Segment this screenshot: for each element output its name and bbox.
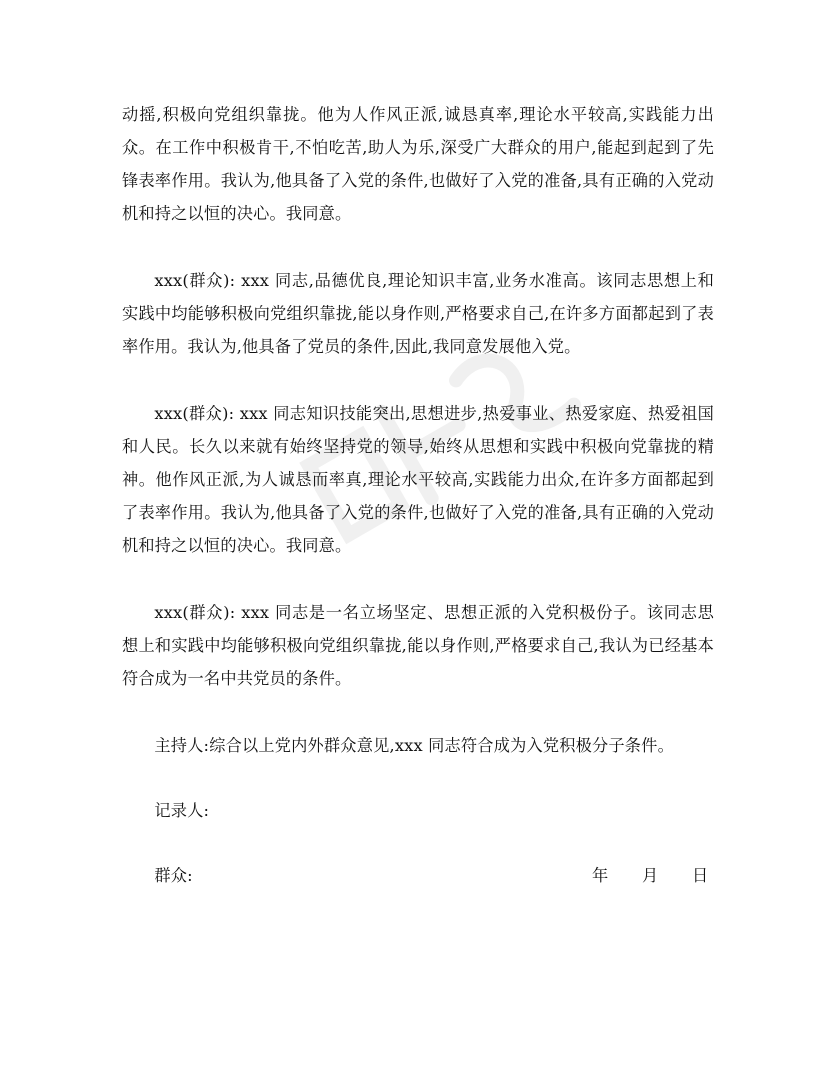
date-line xyxy=(592,864,708,888)
paragraph-opinion-2: xxx(群众): xxx 同志知识技能突出,思想进步,热爱事业、热爱家庭、热爱祖国和人民。长久以来就有始终坚持党的领导,始终从思想和实践中积极向党靠拢的精神。他作风正派,为人诚恳而率真,理论水平较高,实践能力出众,在许多方面都起到了表率作用。我认为,他具备了入党的条件,也做好了入党的准备,具有正确的入党动机和持之以恒的决心。我同意。 xyxy=(122,404,714,555)
paragraph-spacer xyxy=(122,562,714,596)
date-month-label: 月 xyxy=(642,866,659,885)
masses-label: 群众: xyxy=(154,866,193,885)
paragraph-opinion-1: xxx(群众): xxx 同志,品德优良,理论知识丰富,业务水准高。该同志思想上和实践中均能够积极向党组织靠拢,能以身作则,严格要求自己,在许多方面都起到了表率作用。我认为,他具备了党员的条件,因此,我同意发展他入党。 xyxy=(122,271,714,356)
paragraph-spacer xyxy=(122,827,714,859)
paragraph-spacer xyxy=(122,363,714,397)
recorder-label: 记录人: xyxy=(154,801,210,820)
paragraph-spacer xyxy=(122,762,714,794)
paragraph-spacer xyxy=(122,230,714,264)
host-summary: 主持人:综合以上党内外群众意见,xxx 同志符合成为入党积极分子条件。 xyxy=(154,736,674,755)
paragraph-spacer xyxy=(122,695,714,729)
paragraph-opening: 动摇,积极向党组织靠拢。他为人作风正派,诚恳真率,理论水平较高,实践能力出众。在工作中积极肯干,不怕吃苦,助人为乐,深受广大群众的用户,能起到起到了先锋表率作用。我认为,他具备了入党的条件,也做好了入党的准备,具有正确的入党动机和持之以恒的决心。我同意。 xyxy=(122,105,714,223)
paragraph-opinion-3: xxx(群众): xxx 同志是一名立场坚定、思想正派的入党积极份子。该同志思想上和实践中均能够积极向党组织靠拢,能以身作则,严格要求自己,我认为已经基本符合成为一名中共党员的条件。 xyxy=(122,603,714,688)
document-body xyxy=(122,98,714,892)
date-year-label: 年 xyxy=(592,866,609,885)
date-day-label: 日 xyxy=(692,866,709,885)
